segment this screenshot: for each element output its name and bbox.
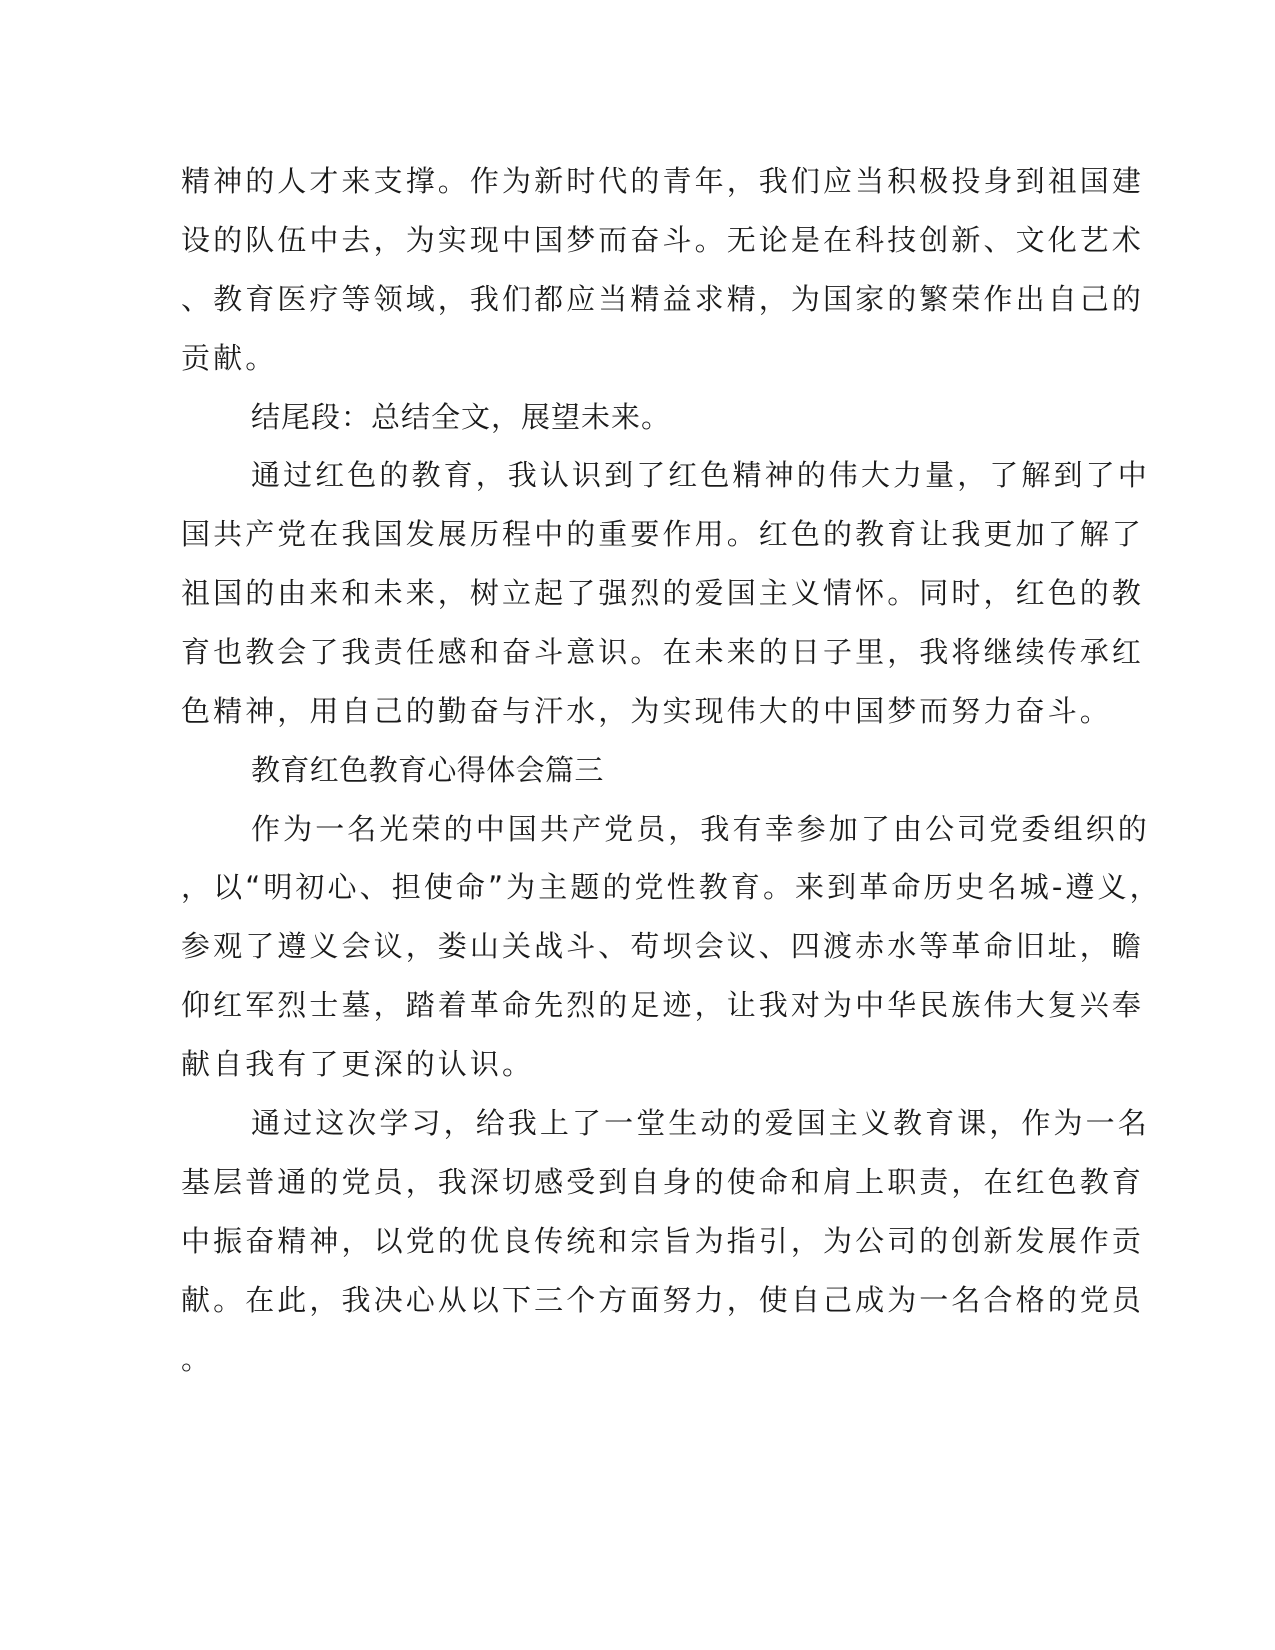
text-line: 献。在此，我决心从以下三个方面努力，使自己成为一名合格的党员	[181, 1283, 1145, 1317]
text-line: 通过红色的教育，我认识到了红色精神的伟大力量，了解到了中	[251, 458, 1150, 492]
text-line: 通过这次学习，给我上了一堂生动的爱国主义教育课，作为一名	[251, 1106, 1150, 1140]
text-line: 。	[181, 1342, 214, 1376]
text-line: 作为一名光荣的中国共产党员，我有幸参加了由公司党委组织的	[251, 812, 1150, 846]
text-line: 仰红军烈士墓，踏着革命先烈的足迹，让我对为中华民族伟大复兴奉	[181, 988, 1145, 1022]
text-line: 育也教会了我责任感和奋斗意识。在未来的日子里，我将继续传承红	[181, 635, 1145, 669]
text-line: ，以“明初心、担使命”为主题的党性教育。来到革命历史名城-遵义，	[181, 870, 1162, 904]
text-line: 色精神，用自己的勤奋与汗水，为实现伟大的中国梦而努力奋斗。	[181, 694, 1112, 728]
text-line: 中振奋精神，以党的优良传统和宗旨为指引，为公司的创新发展作贡	[181, 1224, 1145, 1258]
text-line: 设的队伍中去，为实现中国梦而奋斗。无论是在科技创新、文化艺术	[181, 223, 1145, 257]
text-line: 、教育医疗等领域，我们都应当精益求精，为国家的繁荣作出自己的	[181, 282, 1145, 316]
text-line: 贡献。	[181, 341, 278, 375]
text-line: 基层普通的党员，我深切感受到自身的使命和肩上职责，在红色教育	[181, 1165, 1145, 1199]
text-line: 精神的人才来支撑。作为新时代的青年，我们应当积极投身到祖国建	[181, 164, 1145, 198]
text-line: 国共产党在我国发展历程中的重要作用。红色的教育让我更加了解了	[181, 517, 1145, 551]
section-title: 教育红色教育心得体会篇三	[251, 753, 604, 787]
text-line: 献自我有了更深的认识。	[181, 1047, 535, 1081]
text-line: 参观了遵义会议，娄山关战斗、苟坝会议、四渡赤水等革命旧址，瞻	[181, 929, 1145, 963]
text-line: 祖国的由来和未来，树立起了强烈的爱国主义情怀。同时，红色的教	[181, 576, 1145, 610]
closing-paragraph-heading: 结尾段：总结全文，展望未来。	[251, 400, 672, 434]
